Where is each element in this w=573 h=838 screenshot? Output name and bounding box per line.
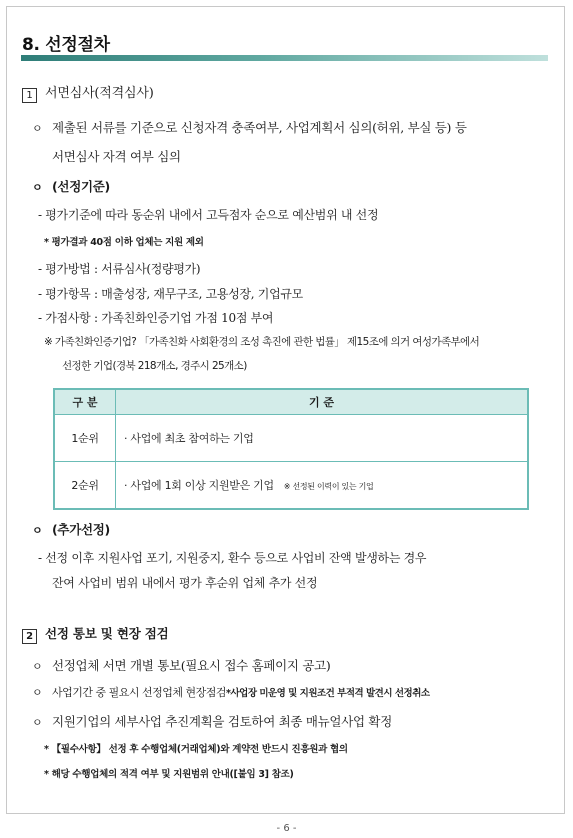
table-row <box>54 415 528 462</box>
additional-line2: 잔여 사업비 범위 내에서 평가 후순위 업체 추가 선정 <box>52 576 318 590</box>
part1-number-box: 1 <box>22 88 37 103</box>
part1-title: 서면심사(적격심사) <box>45 86 154 101</box>
table-cell-criteria: · 사업에 최초 참여하는 기업 <box>116 415 529 462</box>
bullet-symbol: ㅇ <box>32 660 43 673</box>
title-underline <box>21 55 548 61</box>
part2-heading <box>22 624 168 644</box>
bullet-symbol: ㅇ <box>32 122 43 135</box>
part2-bullet2-note: *사업장 미운영 및 지원조건 부적격 발견시 선정취소 <box>226 688 430 699</box>
part1-heading <box>22 82 154 103</box>
criteria-note: * 평가결과 40점 이하 업체는 지원 제외 <box>44 237 204 248</box>
criteria-line1: - 평가기준에 따라 동순위 내에서 고득점자 순으로 예산범위 내 선정 <box>38 208 379 222</box>
evaluation-method: - 평가방법 : 서류심사(정량평가) <box>38 262 201 276</box>
part1-bullet1-line2: 서면심사 자격 여부 심의 <box>52 149 181 164</box>
bonus-points: - 가점사항 : 가족친화인증기업 가점 10점 부여 <box>38 311 274 325</box>
table-cell-rank: 1순위 <box>54 415 116 462</box>
additional-line1: - 선정 이후 지원사업 포기, 지원중지, 환수 등으로 사업비 잔액 발생하는 경우 <box>38 551 427 565</box>
part2-number-box: 2 <box>22 629 37 644</box>
table-cell-criteria: · 사업에 1회 이상 지원받은 기업 ※ 선정된 이력이 있는 기업 <box>116 462 529 510</box>
part2-bullet1: ㅇ 선정업체 서면 개별 통보(필요시 접수 홈페이지 공고) <box>32 658 331 673</box>
table-cell-note: ※ 선정된 이력이 있는 기업 <box>283 482 374 491</box>
table-cell-rank: 2순위 <box>54 462 116 510</box>
part2-bullet3: ㅇ 지원기업의 세부사업 추진계획을 검토하여 최종 매뉴얼사업 확정 <box>32 714 392 729</box>
part2-note2: * 해당 수행업체의 적격 여부 및 지원범위 안내([붙임 3] 참조) <box>44 769 294 780</box>
additional-heading: ㅇ (추가선정) <box>32 522 110 537</box>
priority-table <box>53 388 529 510</box>
section-title: 8. 선정절차 <box>22 35 110 55</box>
part2-title: 선정 통보 및 현장 점검 <box>45 626 169 641</box>
bullet-symbol: ㅇ <box>32 524 43 537</box>
bonus-note-line1: ※ 가족친화인증기업? 「가족친화 사회환경의 조성 촉진에 관한 법률」 제15조에 의거 여성가족부에서 <box>44 336 480 348</box>
part2-note1: * 【필수사항】 선정 후 수행업체(거래업체)와 계약전 반드시 진흥원과 협의 <box>44 744 348 755</box>
part2-bullet2: ㅇ 사업기간 중 필요시 선정업체 현장점검*사업장 미운영 및 지원조건 부적격 발견시 선정취소 <box>32 686 430 699</box>
page-number: - 6 - <box>276 823 297 834</box>
bullet-symbol: ㅇ <box>32 686 43 699</box>
table-header-rank: 구 분 <box>54 389 116 415</box>
table-header-criteria: 기 준 <box>116 389 529 415</box>
criteria-heading: ㅇ (선정기준) <box>32 179 110 194</box>
bonus-note-line2: 선정한 기업(경북 218개소, 경주시 25개소) <box>62 360 247 372</box>
bullet-symbol: ㅇ <box>32 181 43 194</box>
evaluation-items: - 평가항목 : 매출성장, 재무구조, 고용성장, 기업규모 <box>38 287 303 301</box>
part1-bullet1-line1: ㅇ 제출된 서류를 기준으로 신청자격 충족여부, 사업계획서 심의(허위, 부실 등) 등 <box>32 120 467 135</box>
bullet-symbol: ㅇ <box>32 716 43 729</box>
table-row <box>54 462 528 510</box>
